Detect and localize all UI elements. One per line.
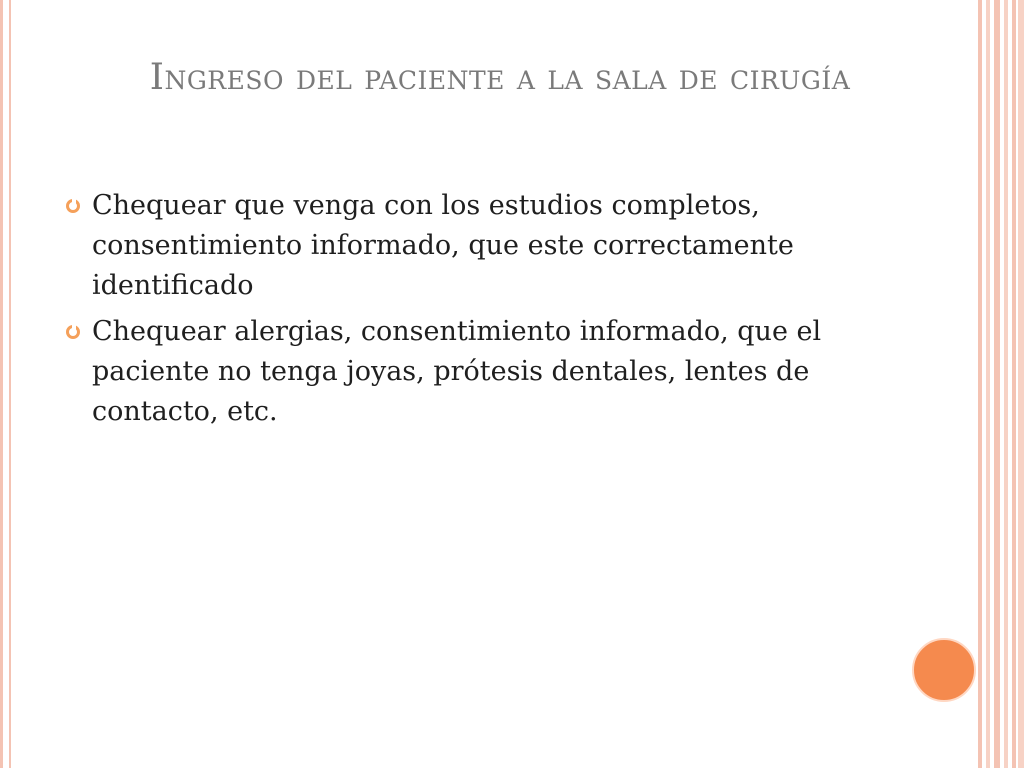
right-border-stripe: [978, 0, 982, 768]
bullet-text: Chequear que venga con los estudios completos, consentimiento informado, que este correctamente identificado: [92, 190, 794, 301]
list-item: [60, 312, 940, 432]
right-border-stripe: [1018, 0, 1024, 768]
decorative-circle-icon: [912, 638, 976, 702]
slide-title: Ingreso del paciente a la sala de cirugía: [149, 57, 851, 98]
left-border-line: [0, 0, 3, 768]
right-border-stripe: [994, 0, 1000, 768]
right-border-stripe: [1004, 0, 1008, 768]
bullet-text: Chequear alergias, consentimiento informado, que el paciente no tenga joyas, prótesis dentales, lentes de contacto, etc.: [92, 316, 822, 427]
right-border-stripe: [1012, 0, 1016, 768]
bullet-circle-icon: [66, 325, 80, 339]
left-border-line-inner: [9, 0, 11, 768]
bullet-list: [60, 186, 940, 438]
list-item: [60, 186, 940, 306]
right-border-stripe: [986, 0, 990, 768]
bullet-circle-icon: [66, 199, 80, 213]
